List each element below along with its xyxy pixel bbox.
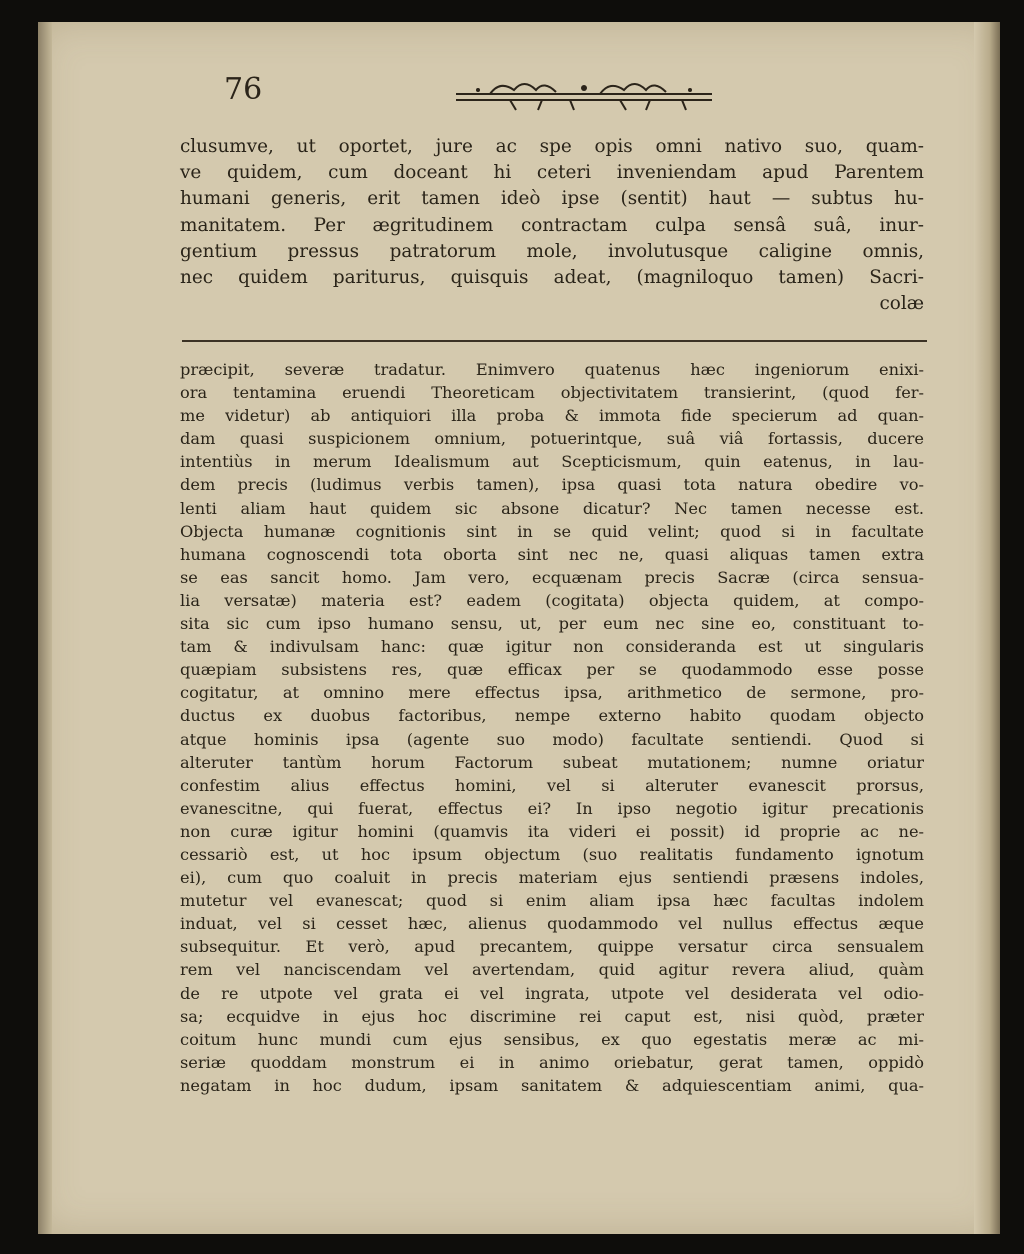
footnote-line: ductus ex duobus factoribus, nempe externo habito quodam objecto: [180, 706, 924, 726]
main-body-text: [180, 134, 924, 317]
footnote-line: dem precis (ludimus verbis tamen), ipsa quasi tota natura obedire vo-: [180, 475, 924, 495]
main-text-line: manitatem. Per ægritudinem contractam culpa sensâ suâ, inur-: [180, 214, 924, 236]
footnote-line: atque hominis ipsa (agente suo modo) facultate sentiendi. Quod si: [180, 729, 924, 749]
decorative-headpiece-ornament: [450, 74, 718, 114]
footnote-line: coitum hunc mundi cum ejus sensibus, ex quo egestatis meræ ac mi-: [180, 1029, 924, 1049]
book-page: [38, 22, 1000, 1234]
footnote-line: lenti aliam haut quidem sic absone dicatur? Nec tamen necesse est.: [180, 498, 924, 518]
main-text-line: ve quidem, cum doceant hi ceteri inveniendam apud Parentem: [180, 162, 924, 184]
footnote-line: Objecta humanæ cognitionis sint in se quid velint; quod si in facultate: [180, 521, 924, 541]
footnote-line: evanescitne, qui fuerat, effectus ei? In ipso negotio igitur precationis: [180, 798, 924, 818]
footnote-line: confestim alius effectus homini, vel si alteruter evanescit prorsus,: [180, 775, 924, 795]
footnote-line: rem vel nanciscendam vel avertendam, quid agitur revera aliud, quàm: [180, 960, 924, 980]
catchword: colæ: [879, 293, 924, 315]
page-edge-right: [974, 22, 1000, 1234]
main-text-line: clusumve, ut oportet, jure ac spe opis omni nativo suo, quam-: [180, 136, 924, 157]
footnote-line: se eas sancit homo. Jam vero, ecquænam precis Sacræ (circa sensua-: [180, 567, 924, 587]
footnote-line: sa; ecquidve in ejus hoc discrimine rei caput est, nisi quòd, præter: [180, 1006, 924, 1026]
footnote-line: cogitatur, at omnino mere effectus ipsa, arithmetico de sermone, pro-: [180, 683, 924, 703]
footnote-line: cessariò est, ut hoc ipsum objectum (suo realitatis fundamento ignotum: [180, 844, 924, 864]
page-gutter-left: [38, 22, 52, 1234]
footnote-line: seriæ quoddam monstrum ei in animo oriebatur, gerat tamen, oppidò: [180, 1052, 924, 1072]
footnote-line: lia versatæ) materia est? eadem (cogitata) objecta quidem, at compo-: [180, 590, 924, 610]
footnote-line: non curæ igitur homini (quamvis ita videri ei possit) id proprie ac ne-: [180, 821, 924, 841]
main-text-line: nec quidem pariturus, quisquis adeat, (magniloquo tamen) Sacri-: [180, 267, 924, 289]
footnote-line: induat, vel si cesset hæc, alienus quodammodo vel nullus effectus æque: [180, 914, 924, 934]
footnote-line: mutetur vel evanescat; quod si enim aliam ipsa hæc facultas indolem: [180, 891, 924, 911]
footnote-line: dam quasi suspicionem omnium, potuerintque, suâ viâ fortassis, ducere: [180, 429, 924, 449]
footnote-line: sita sic cum ipso humano sensu, ut, per eum nec sine eo, constituant to-: [180, 614, 924, 634]
footnote-line: alteruter tantùm horum Factorum subeat mutationem; numne oriatur: [180, 752, 924, 772]
footnote-line: subsequitur. Et verò, apud precantem, quippe versatur circa sensualem: [180, 937, 924, 957]
footnote-text: [180, 358, 924, 1097]
footnote-line: ora tentamina eruendi Theoreticam objectivitatem transierint, (quod fer-: [180, 383, 924, 403]
footnote-line: quæpiam subsistens res, quæ efficax per se quodammodo esse posse: [180, 660, 924, 680]
footnote-line: de re utpote vel grata ei vel ingrata, utpote vel desiderata vel odio-: [180, 983, 924, 1003]
footnote-separator-rule: [182, 340, 927, 342]
footnote-line: præcipit, severæ tradatur. Enimvero quatenus hæc ingeniorum enixi-: [180, 360, 924, 379]
main-text-line: gentium pressus patratorum mole, involutusque caligine omnis,: [180, 240, 924, 262]
footnote-line: negatam in hoc dudum, ipsam sanitatem & adquiescentiam animi, qua-: [180, 1075, 924, 1095]
footnote-line: me videtur) ab antiquiori illa proba & immota fide specierum ad quan-: [180, 406, 924, 426]
main-text-line: humani generis, erit tamen ideò ipse (sentit) haut — subtus hu-: [180, 188, 924, 210]
footnote-line: tam & indivulsam hanc: quæ igitur non consideranda est ut singularis: [180, 637, 924, 657]
footnote-line: ei), cum quo coaluit in precis materiam ejus sentiendi præsens indoles,: [180, 868, 924, 888]
footnote-line: humana cognoscendi tota oborta sint nec ne, quasi aliquas tamen extra: [180, 544, 924, 564]
footnote-line: intentiùs in merum Idealismum aut Scepticismum, quin eatenus, in lau-: [180, 452, 924, 472]
page-number: 76: [224, 72, 263, 107]
